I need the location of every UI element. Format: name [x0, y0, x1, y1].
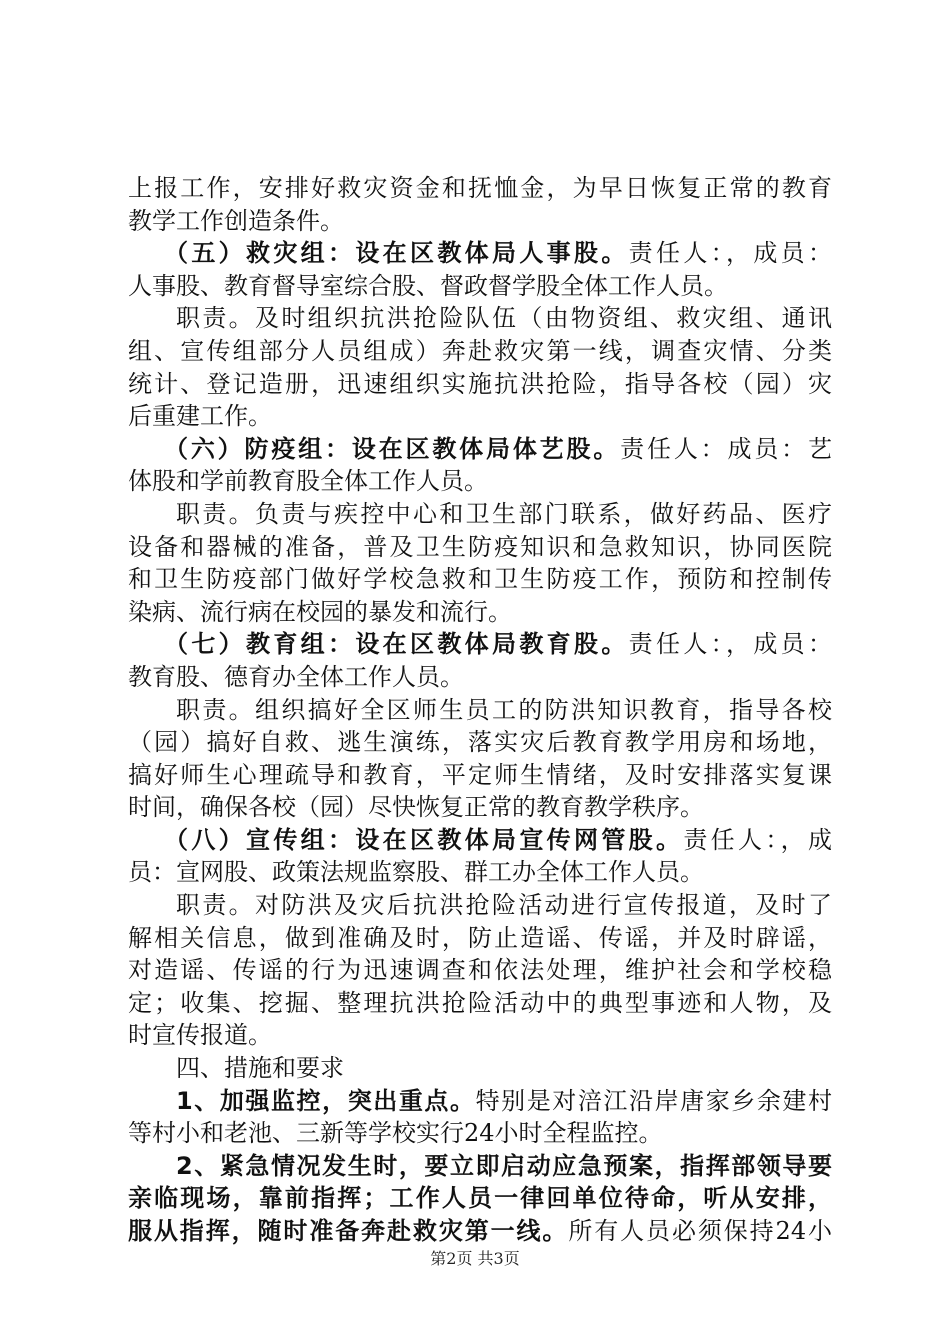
text-run: 时间，确保各校（园）尽快恢复正常的教育教学秩序。: [128, 793, 704, 822]
text-line: [128, 1117, 832, 1150]
text-line: [128, 368, 832, 401]
text-line: [128, 726, 832, 759]
text-run: 职责。对防洪及灾后抗洪抢险活动进行宣传报道，及时了: [176, 891, 832, 920]
text-line: [128, 596, 832, 629]
text-run: 统计、登记造册，迅速组织实施抗洪抢险，指导各校（园）灾: [128, 369, 832, 398]
text-line: [128, 237, 832, 270]
text-line: [128, 1052, 832, 1085]
text-run: 职责。负责与疾控中心和卫生部门联系，做好药品、医疗: [176, 499, 832, 528]
text-line: [128, 270, 832, 303]
text-run: 等村小和老池、三新等学校实行24小时全程监控。: [128, 1119, 663, 1148]
text-run: 时宣传报道。: [128, 1021, 272, 1050]
text-line: [128, 433, 832, 466]
text-line: [128, 1019, 832, 1052]
text-line: [128, 1215, 832, 1248]
text-run: 定；收集、挖掘、整理抗洪抢险活动中的典型事迹和人物，及: [128, 988, 832, 1017]
text-line: [128, 498, 832, 531]
text-line: [128, 628, 832, 661]
text-run: 设备和器械的准备，普及卫生防疫知识和急救知识，协同医院: [128, 532, 832, 561]
text-line: [128, 465, 832, 498]
text-line: [128, 205, 832, 238]
document-body: [128, 172, 832, 1248]
text-run: 后重建工作。: [128, 402, 272, 431]
text-line: [128, 1150, 832, 1183]
text-line: [128, 987, 832, 1020]
text-line: [128, 1085, 832, 1118]
text-run: 所有人员必须保持24小: [568, 1217, 832, 1245]
text-run: 责任人：，成: [683, 825, 832, 854]
text-run: 和卫生防疫部门做好学校急救和卫生防疫工作，预防和控制传: [128, 565, 832, 594]
text-line: [128, 922, 832, 955]
text-run: 四、措施和要求: [176, 1054, 344, 1083]
bold-run: 亲临现场，靠前指挥；工作人员一律回单位待命，听从安排，: [128, 1184, 832, 1213]
bold-run: （七）教育组：设在区教体局教育股。: [164, 630, 629, 659]
text-run: 教学工作创造条件。: [128, 206, 344, 235]
text-line: [128, 824, 832, 857]
text-run: 染病、流行病在校园的暴发和流行。: [128, 597, 512, 626]
text-line: [128, 302, 832, 335]
text-run: 责任人：，成员：: [628, 630, 832, 659]
bold-run: （六）防疫组：设在区教体局体艺股。: [164, 434, 621, 463]
bold-run: 服从指挥，随时准备奔赴救灾第一线。: [128, 1217, 569, 1245]
text-run: 体股和学前教育股全体工作人员。: [128, 467, 488, 496]
text-line: [128, 1182, 832, 1215]
text-run: 搞好师生心理疏导和教育，平定师生情绪，及时安排落实复课: [128, 760, 832, 789]
text-run: 对造谣、传谣的行为迅速调查和依法处理，维护社会和学校稳: [128, 956, 832, 985]
bold-run: （五）救灾组：设在区教体局人事股。: [164, 239, 629, 268]
text-run: 解相关信息，做到准确及时，防止造谣、传谣，并及时辟谣，: [128, 923, 832, 952]
text-run: 上报工作，安排好救灾资金和抚恤金，为早日恢复正常的教育: [128, 174, 832, 202]
text-line: [128, 694, 832, 727]
text-run: 责任人：成员：艺: [620, 434, 832, 463]
text-line: [128, 954, 832, 987]
text-line: [128, 889, 832, 922]
text-line: [128, 563, 832, 596]
bold-run: 1、加强监控，突出重点。: [176, 1086, 476, 1115]
text-run: 特别是对涪江沿岸唐家乡余建村: [475, 1086, 832, 1115]
text-line: [128, 335, 832, 368]
text-line: [128, 172, 832, 205]
text-run: 职责。及时组织抗洪抢险队伍（由物资组、救灾组、通讯: [176, 304, 832, 333]
page-footer: 第2页 共3页: [430, 1249, 520, 1268]
text-line: [128, 531, 832, 564]
text-run: 责任人：，成员：: [628, 239, 832, 268]
text-run: （园）搞好自救、逃生演练，落实灾后教育教学用房和场地，: [128, 728, 832, 757]
text-run: 教育股、德育办全体工作人员。: [128, 662, 464, 691]
text-line: [128, 661, 832, 694]
text-run: 组、宣传组部分人员组成）奔赴救灾第一线，调查灾情、分类: [128, 336, 832, 365]
text-line: [128, 791, 832, 824]
text-line: [128, 856, 832, 889]
text-line: [128, 759, 832, 792]
bold-run: （八）宣传组：设在区教体局宣传网管股。: [164, 825, 684, 854]
bold-run: 2、紧急情况发生时，要立即启动应急预案，指挥部领导要: [176, 1151, 832, 1180]
text-line: [128, 400, 832, 433]
text-run: 员：宣网股、政策法规监察股、群工办全体工作人员。: [128, 858, 704, 887]
text-run: 人事股、教育督导室综合股、督政督学股全体工作人员。: [128, 271, 728, 300]
text-run: 职责。组织搞好全区师生员工的防洪知识教育，指导各校: [176, 695, 832, 724]
